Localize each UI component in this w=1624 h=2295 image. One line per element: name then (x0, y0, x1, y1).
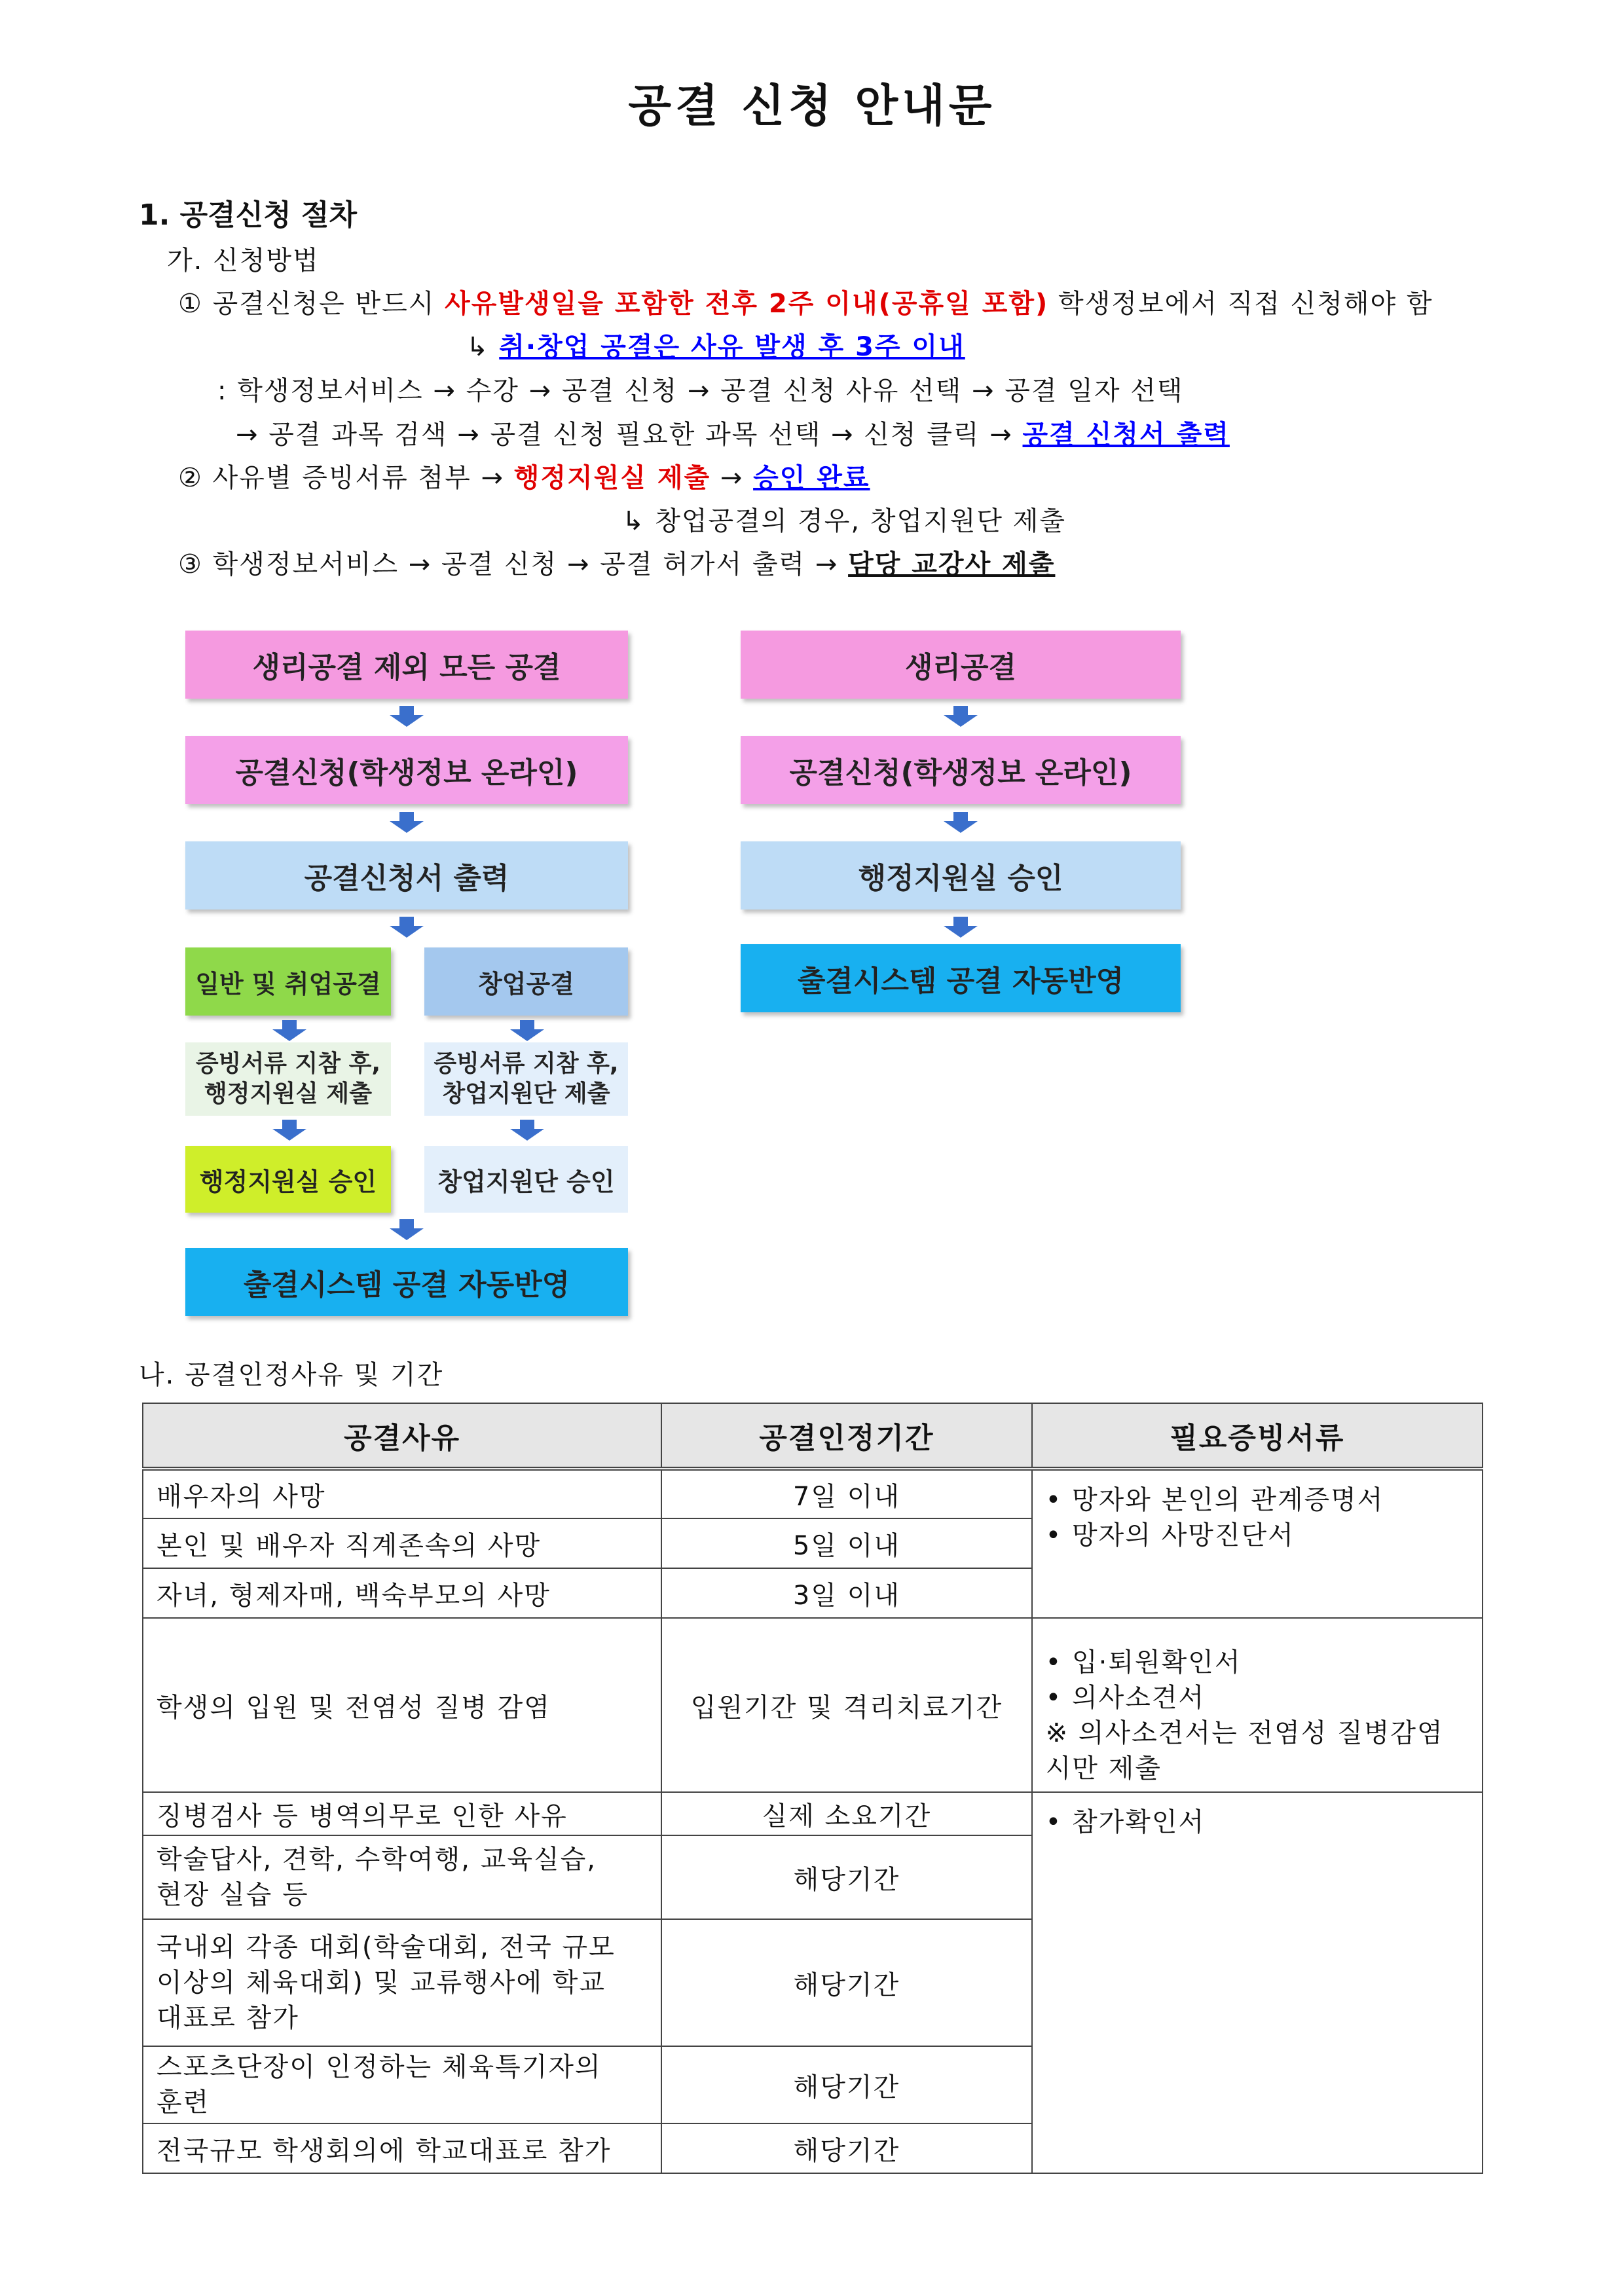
step-3-text: ③ 학생정보서비스 → 공결 신청 → 공결 허가서 출력 → (178, 549, 849, 579)
reason-cell: 전국규모 학생회의에 학교대표로 참가 (143, 2123, 661, 2173)
document-item: • 망자와 본인의 관계증명서 (1045, 1485, 1384, 1515)
period-cell: 해당기간 (661, 1835, 1031, 1919)
procedure-path-2-text: → 공결 과목 검색 → 공결 신청 필요한 과목 선택 → 신청 클릭 → (236, 420, 1023, 450)
step-2-line (178, 457, 870, 494)
document-item: • 망자의 사망진단서 (1045, 1520, 1295, 1551)
header-documents: 필요증빙서류 (1032, 1403, 1483, 1469)
period-cell: 해당기간 (661, 2123, 1031, 2173)
document-item: • 참가확인서 (1045, 1807, 1206, 1837)
reason-line: 훈련 (157, 2087, 210, 2118)
period-cell: 7일 이내 (661, 1469, 1031, 1518)
section-heading: 1. 공결신청 절차 (139, 198, 357, 232)
flow-admin-approval-right (741, 841, 1181, 909)
reason-cell: 배우자의 사망 (143, 1469, 661, 1518)
flow-label: 창업공결 (478, 969, 574, 999)
flow-admin-approval (185, 1146, 391, 1213)
flow-label: 증빙서류 지참 후, (434, 1050, 619, 1077)
admin-submit-highlight: 행정지원실 제출 (513, 463, 711, 493)
step-2-text: ② 사유별 증빙서류 첨부 → (178, 463, 514, 493)
reason-cell: 본인 및 배우자 직계존속의 사망 (143, 1518, 661, 1568)
step-1-line (178, 283, 1433, 320)
print-form-highlight: 공결 신청서 출력 (1022, 420, 1230, 450)
flow-label: 일반 및 취업공결 (195, 969, 381, 999)
reason-cell: 학생의 입원 및 전염성 질병 감염 (143, 1618, 661, 1792)
flow-online-application (185, 736, 628, 804)
startup-deadline-note: 취·창업 공결은 사유 발생 후 3주 이내 (499, 332, 965, 362)
deadline-highlight: 사유발생일을 포함한 전후 2주 이내(공휴일 포함) (445, 289, 1049, 319)
flow-startup-approval (424, 1146, 628, 1213)
table-header-row (143, 1403, 1483, 1469)
header-period: 공결인정기간 (661, 1403, 1031, 1469)
reason-line: 현장 실습 등 (157, 1880, 309, 1910)
instructor-submit-highlight: 담당 교강사 제출 (848, 549, 1056, 579)
subsection-reasons: 나. 공결인정사유 및 기간 (139, 1360, 444, 1390)
document-note: 시만 제출 (1045, 1753, 1162, 1784)
flow-label: 공결신청(학생정보 온라인) (789, 756, 1132, 790)
document-item: • 입·퇴원확인서 (1045, 1647, 1242, 1678)
period-cell: 해당기간 (661, 2046, 1031, 2123)
flow-general-employment (185, 947, 391, 1016)
flow-label: 창업지원단 제출 (442, 1080, 610, 1107)
flow-all-except-menstrual (185, 631, 628, 699)
reason-line: 국내외 각종 대회(학술대회, 전국 규모 (157, 1932, 616, 1962)
procedure-path-2 (236, 414, 1230, 451)
flow-startup (424, 947, 628, 1016)
flow-menstrual (741, 631, 1181, 699)
reason-line: 스포츠단장이 인정하는 체육특기자의 (157, 2052, 602, 2082)
flow-label: 공결신청서 출력 (304, 862, 509, 895)
approval-highlight: 승인 완료 (753, 463, 870, 493)
reason-line: 이상의 체육대회) 및 교류행사에 학교 (157, 1968, 606, 1998)
flow-label: 출결시스템 공결 자동반영 (243, 1268, 570, 1302)
table-row (143, 1469, 1483, 1518)
flow-label: 공결신청(학생정보 온라인) (235, 756, 578, 790)
startup-submit-note: ↳ 창업공결의 경우, 창업지원단 제출 (622, 506, 1067, 536)
absence-reason-table (142, 1403, 1483, 2174)
sub-arrow-icon: ↳ (466, 332, 500, 362)
table-row (143, 1618, 1483, 1792)
table-row (143, 1792, 1483, 1835)
period-cell: 3일 이내 (661, 1568, 1031, 1618)
flow-label: 증빙서류 지참 후, (195, 1050, 381, 1077)
step-2-arrow: → (710, 463, 754, 493)
reason-cell (143, 1835, 661, 1919)
reason-line: 대표로 참가 (157, 2003, 299, 2033)
page-title: 공결 신청 안내문 (628, 81, 996, 132)
period-cell: 실제 소요기간 (661, 1792, 1031, 1835)
flow-docs-admin (185, 1042, 391, 1116)
startup-note-line (466, 326, 965, 363)
reason-line: 학술답사, 견학, 수학여행, 교육실습, (157, 1845, 597, 1875)
reason-cell: 자녀, 형제자매, 백숙부모의 사망 (143, 1568, 661, 1618)
flow-auto-reflect (185, 1248, 628, 1316)
documents-cell (1032, 1792, 1483, 2173)
procedure-path-1: : 학생정보서비스 → 수강 → 공결 신청 → 공결 신청 사유 선택 → 공결 일자 선택 (217, 376, 1184, 406)
subsection-method: 가. 신청방법 (167, 246, 320, 276)
step-3-line (178, 543, 1055, 581)
period-cell: 5일 이내 (661, 1518, 1031, 1568)
flow-label: 창업지원단 승인 (437, 1167, 615, 1196)
flow-auto-reflect-right (741, 944, 1181, 1012)
flow-label: 생리공결 제외 모든 공결 (252, 651, 561, 684)
flow-label: 생리공결 (904, 651, 1016, 684)
flow-online-application-right (741, 736, 1181, 804)
document-note: ※ 의사소견서는 전염성 질병감염 (1045, 1718, 1444, 1748)
flow-label: 행정지원실 승인 (199, 1167, 377, 1196)
documents-cell (1032, 1469, 1483, 1618)
period-cell: 해당기간 (661, 1919, 1031, 2046)
reason-cell: 징병검사 등 병역의무로 인한 사유 (143, 1792, 661, 1835)
step-1-tail: 학생정보에서 직접 신청해야 함 (1048, 289, 1433, 319)
period-cell: 입원기간 및 격리치료기간 (661, 1618, 1031, 1792)
reason-cell (143, 1919, 661, 2046)
flow-label: 출결시스템 공결 자동반영 (797, 964, 1124, 998)
header-reason: 공결사유 (143, 1403, 661, 1469)
flow-label: 행정지원실 제출 (204, 1080, 372, 1107)
flow-label: 행정지원실 승인 (858, 862, 1063, 895)
flow-docs-startup (424, 1042, 628, 1116)
step-1-text: ① 공결신청은 반드시 (178, 289, 445, 319)
documents-cell (1032, 1618, 1483, 1792)
flow-print-form (185, 841, 628, 909)
reason-cell (143, 2046, 661, 2123)
document-item: • 의사소견서 (1045, 1683, 1206, 1713)
